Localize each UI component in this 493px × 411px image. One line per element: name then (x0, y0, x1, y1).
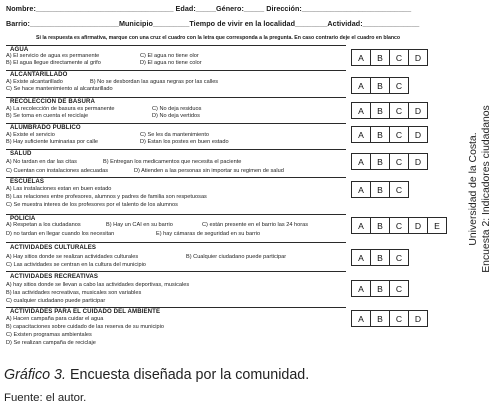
side-text-survey: Encuesta 2: Indicadores ciudadanos (481, 105, 492, 273)
section-title: ALCANTARILLADO (10, 71, 68, 78)
option-b: B) No se desbordan las aguas negras por las calles (90, 79, 219, 85)
answer-box-c[interactable]: C (389, 77, 409, 94)
option-a: A) Existe el servicio (6, 132, 55, 138)
option-b: B) capacitaciones sobre cuidado de las reserva de su municipio (6, 324, 164, 330)
option-b: B) Las relaciones entre profesores, alumnos y padres de familia son respetuosas (6, 194, 207, 200)
answer-box-a[interactable]: A (351, 280, 371, 297)
answer-box-a[interactable]: A (351, 217, 371, 234)
option-c: C) cualquier ciudadano puede participar (6, 298, 106, 304)
option-d: D) Atienden a las personas sin importar su regimen de salud (134, 168, 284, 174)
option-c: C) Cuentan con instalaciones adecuadas (6, 168, 108, 174)
answer-boxes (351, 153, 427, 170)
answer-box-d[interactable]: D (408, 153, 428, 170)
answer-boxes (351, 217, 446, 234)
option-c: C) Las actividades se centran en la cultura del municipio (6, 262, 146, 268)
option-c: C) No deja residuos (152, 106, 202, 112)
figure-caption (4, 367, 309, 383)
answer-box-a[interactable]: A (351, 77, 371, 94)
answer-box-b[interactable]: B (370, 126, 390, 143)
option-b: B) Hay un CAI en su barrio (106, 222, 173, 228)
answer-box-b[interactable]: B (370, 181, 390, 198)
option-a: A) Hay sitios donde se realizan actividades culturales (6, 254, 139, 260)
option-e: E) hay cámaras de seguridad en su barrio (156, 231, 261, 237)
answer-box-a[interactable]: A (351, 102, 371, 119)
answer-box-b[interactable]: B (370, 77, 390, 94)
section-title: POLICIA (10, 215, 36, 222)
answer-boxes (351, 77, 408, 94)
caption-text: Encuesta diseñada por la comunidad. (65, 367, 310, 383)
answer-box-d[interactable]: D (408, 126, 428, 143)
answer-boxes (351, 126, 427, 143)
answer-box-b[interactable]: B (370, 153, 390, 170)
answer-box-c[interactable]: C (389, 217, 409, 234)
section-divider (6, 45, 346, 46)
answer-box-b[interactable]: B (370, 310, 390, 327)
option-d: D) El agua no tiene color (140, 60, 202, 66)
answer-boxes (351, 249, 408, 266)
answer-box-c[interactable]: C (389, 181, 409, 198)
section-divider (6, 271, 346, 272)
answer-boxes (351, 102, 427, 119)
option-c: C) Existen programas ambientales (6, 332, 92, 338)
header-name-line: Nombre:__________________________________ Edad:_____Género:_____ Dirección:___________________________ (6, 4, 412, 13)
side-text-university: Universidad de la Costa. (468, 132, 479, 246)
option-a: A) hay sitios donde se llevan a cabo las actividades deportivas, musicales (6, 282, 190, 288)
section-divider (6, 149, 346, 150)
answer-box-c[interactable]: C (389, 49, 409, 66)
answer-box-b[interactable]: B (370, 217, 390, 234)
option-b: B) Hay suficiente luminarias por calle (6, 139, 99, 145)
option-a: A) El servicio de agua es permanente (6, 53, 100, 59)
section-divider (6, 177, 346, 178)
option-b: B) El agua llegue directamente al grifo (6, 60, 101, 66)
answer-box-c[interactable]: C (389, 153, 409, 170)
option-a: A) Existe alcantarillado (6, 79, 63, 85)
section-title: RECOLECCIÓN DE BASURA (10, 98, 96, 105)
answer-box-c[interactable]: C (389, 280, 409, 297)
answer-boxes (351, 49, 427, 66)
answer-box-c[interactable]: C (389, 310, 409, 327)
answer-box-a[interactable]: A (351, 249, 371, 266)
answer-box-d[interactable]: D (408, 217, 428, 234)
section-title: ACTIVIDADES PARA EL CUIDADO DEL AMBIENTE (10, 308, 161, 315)
option-a: A) Las instalaciones estan en buen estado (6, 186, 112, 192)
option-c: C) Se les da mantenimiento (140, 132, 210, 138)
section-divider (6, 242, 346, 243)
option-a: A) No tardan en dar las citas (6, 159, 77, 165)
option-d: D) Estan los postes en buen estado (140, 139, 229, 145)
option-b: B) las actividades recreativas, musicales son variables (6, 290, 142, 296)
section-divider (6, 214, 346, 215)
answer-box-d[interactable]: D (408, 49, 428, 66)
option-c: C) están presente en el barrio las 24 horas (202, 222, 309, 228)
answer-box-b[interactable]: B (370, 249, 390, 266)
option-d: D) No deja vertidos (152, 113, 200, 119)
side-vertical-text (467, 90, 493, 288)
option-b: B) Entregan los medicamentos que necesita el paciente (103, 159, 242, 165)
answer-box-c[interactable]: C (389, 102, 409, 119)
section-title: AGUA (10, 46, 29, 53)
section-title: ACTIVIDADES CULTURALES (10, 244, 97, 251)
section-title: ACTIVIDADES RECREATIVAS (10, 273, 99, 280)
figure-source: Fuente: el autor. (4, 392, 87, 404)
answer-box-a[interactable]: A (351, 153, 371, 170)
header-neighborhood-line: Barrio:______________________Municipio_________Tiempo de vivir en la localidad________Actividad:______________ (6, 19, 420, 28)
option-b: B) Cualquier ciudadano puede participar (186, 254, 287, 260)
answer-boxes (351, 280, 408, 297)
answer-box-b[interactable]: B (370, 102, 390, 119)
answer-box-b[interactable]: B (370, 49, 390, 66)
answer-box-c[interactable]: C (389, 126, 409, 143)
option-d: D) Se realizan campaña de reciclaje (6, 340, 96, 346)
answer-box-c[interactable]: C (389, 249, 409, 266)
answer-box-e[interactable]: E (427, 217, 447, 234)
answer-box-a[interactable]: A (351, 181, 371, 198)
caption-label: Gráfico 3. (4, 367, 66, 383)
option-c: C) Se muestra interes de los profesores por el talento de los alumnos (6, 202, 178, 208)
section-title: SALUD (10, 150, 32, 157)
option-a: A) Hacen campaña para cuidar el agua (6, 316, 104, 322)
option-d: D) no tardan en llegar cuando los necesitan (6, 231, 115, 237)
option-a: A) Respetan a los ciudadanos (6, 222, 81, 228)
answer-box-b[interactable]: B (370, 280, 390, 297)
section-title: ESCUELAS (10, 178, 44, 185)
answer-box-a[interactable]: A (351, 310, 371, 327)
option-a: A) La recolección de basura es permanente (6, 106, 115, 112)
section-title: ALUMBRADO PUBLICO (10, 124, 81, 131)
answer-box-d[interactable]: D (408, 310, 428, 327)
option-c: C) El agua no tiene olor (140, 53, 199, 59)
answer-boxes (351, 181, 408, 198)
survey-form (6, 2, 446, 354)
answer-box-d[interactable]: D (408, 102, 428, 119)
answer-box-a[interactable]: A (351, 126, 371, 143)
answer-boxes (351, 310, 427, 327)
survey-instruction: Si la respuesta es afirmativa, marque con una cruz el cuadro con la letra que corresponda a la pregunta. En caso contrario deje el cuadro en blanco (36, 35, 401, 41)
option-c: C) Se hace mantenimiento al alcantarillado (6, 86, 113, 92)
answer-box-a[interactable]: A (351, 49, 371, 66)
option-b: B) Se toma en cuenta el reciclaje (6, 113, 89, 119)
